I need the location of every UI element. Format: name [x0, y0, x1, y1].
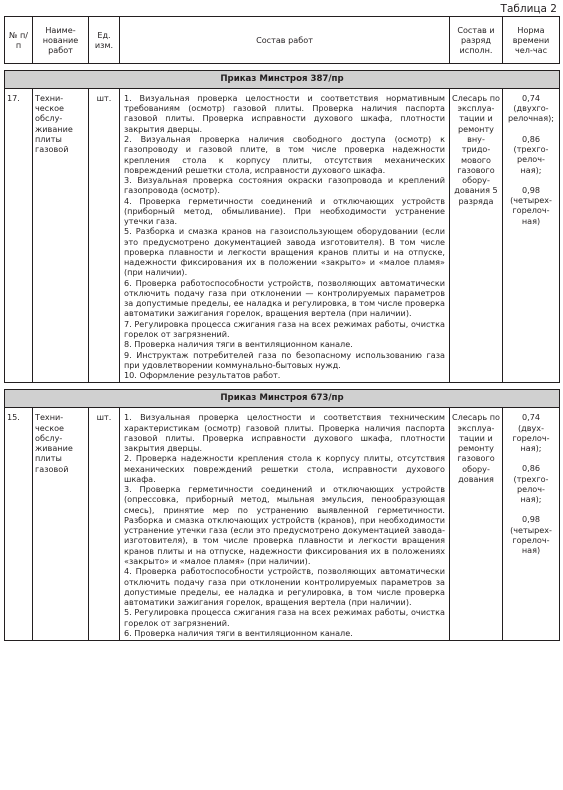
row-works — [120, 408, 450, 641]
norm-note: (трехго- релоч- ная); — [513, 143, 549, 175]
row-unit: шт. — [89, 88, 120, 382]
header-works: Состав работ — [120, 17, 450, 64]
row-unit: шт. — [89, 408, 120, 641]
norm-value: 0,98 — [521, 514, 541, 525]
row-norm — [503, 408, 560, 641]
work-item: 5. Разборка и смазка кранов на газоиспользующем оборудовании (если это предусмотрено документацией завода изготовителя). В том числе проверка плавности и легкости вращения кранов плиты и на отпуске, надежности фиксирования их в положении «закрыто» и «малое пламя» (при наличии). — [124, 226, 445, 278]
work-item: 6. Проверка наличия тяги в вентиляционном канале. — [124, 627, 353, 638]
norm-note: (двух- горелоч- ная); — [512, 422, 550, 454]
row-name: Техни- ческое обслу- живание плиты газовой — [33, 88, 89, 382]
header-name: Наиме- нование работ — [33, 17, 89, 64]
norm-note: (трехго- релоч- ная); — [513, 473, 549, 505]
header-row — [5, 17, 560, 64]
table-row — [5, 408, 560, 641]
header-num: № п/п — [5, 17, 33, 64]
row-num: 15. — [5, 408, 33, 641]
work-item: 1. Визуальная проверка целостности и соответствия нормативным требованиям (осмотр) газовой плиты. Проверка наличия паспорта газовой плиты. Проверка исправности духового шкафа, плотности закрытия дверцы. — [124, 92, 445, 134]
norm-note: (четырех- горелоч- ная) — [510, 524, 552, 556]
row-num: 17. — [5, 88, 33, 382]
norm-value: 0,86 — [521, 133, 541, 144]
norm-value: 0,86 — [521, 463, 541, 474]
work-item: 6. Проверка работоспособности устройств, позволяющих автоматически отключить подачу газа при отклонении — контролируемых параметров за допустимые пределы, ее наладка и регулировка, в том числе проверка автоматики зажигания горелок, вращения вертела (при наличии). — [124, 277, 445, 319]
section-title: Приказ Минстроя 387/пр — [5, 71, 560, 89]
work-item: 10. Оформление результатов работ. — [124, 370, 281, 381]
norm-value: 0,98 — [521, 184, 541, 195]
work-item: 3. Визуальная проверка состояния окраски газопровода и креплений газопровода (осмотр). — [124, 175, 445, 196]
header-norm: Норма времени чел-час — [503, 17, 560, 64]
norm-note: (двухго- релочная); — [507, 103, 555, 124]
work-item: 2. Проверка надежности крепления стола к корпусу плиты, отсутствия механических повреждений решетки стола, исправности духового шкафа. — [124, 453, 445, 484]
work-item: 4. Проверка герметичности соединений и отключающих устройств (приборный метод, обмыливание). При необходимости устранение утечки газа. — [124, 195, 445, 227]
norm-value: 0,74 — [521, 92, 541, 103]
work-item: 3. Проверка герметичности соединений и отключающих устройств (опрессовка, приборный метод, мыльная эмульсия, пенообразующая смесь), принятие мер по устранению выявленной герметичности. Разборка и смазка отключающих устройств (кранов), при необходимости устранение утечки газа (если это предусмотрено документацией завода-изготовителя), в том числе проверка плавности и легкости вращения кранов плиты и на отпуске, надежности фиксирования их в положениях «закрыто» и «малое пламя» (при наличии). — [124, 484, 445, 566]
norm-note: (четырех- горелоч- ная) — [510, 195, 552, 226]
header-unit: Ед. изм. — [89, 17, 120, 64]
row-works — [120, 88, 450, 382]
table-row — [5, 88, 560, 382]
row-norm — [503, 88, 560, 382]
work-item: 7. Регулировка процесса сжигания газа на всех режимах работы, очистка горелок от загрязнений. — [124, 318, 445, 340]
row-performer: Слесарь по эксплуа- тации и ремонту вну- тридо- мового газового обору- дования 5 разряда — [450, 88, 503, 382]
section-header — [5, 71, 560, 89]
norm-value: 0,74 — [521, 412, 541, 423]
work-item: 9. Инструктаж потребителей газа по безопасному использованию газа при удовлетворении коммунально-бытовых нужд. — [124, 349, 445, 370]
work-item: 8. Проверка наличия тяги в вентиляционном канале. — [124, 339, 353, 350]
work-item: 2. Визуальная проверка наличия свободного доступа (осмотр) к газопроводу и газовой плите, в том числе проверка надежности крепления стола к корпусу плиты, отсутствия механических повреждений решетки стола, исправности духового шкафа. — [124, 133, 445, 175]
section-title: Приказ Минстроя 673/пр — [5, 390, 560, 408]
header-performer: Состав и разряд исполн. — [450, 17, 503, 64]
row-name: Техни- ческое обслу- живание плиты газовой — [33, 408, 89, 641]
work-item: 4. Проверка работоспособности устройств, позволяющих автоматически отключить подачу газа при отклонении контролируемых параметров за допустимые пределы, ее наладка и регулировка, в том числе проверка автоматики зажигания горелок, вращения вертела (при наличии). — [124, 566, 445, 608]
section-header — [5, 390, 560, 408]
work-item: 5. Регулировка процесса сжигания газа на всех режимах работы, очистка горелок от загрязнений. — [124, 607, 445, 628]
table-caption: Таблица 2 — [500, 3, 557, 15]
work-item: 1. Визуальная проверка целостности и соответствия техническим характеристикам (осмотр) газовой плиты. Проверка наличия паспорта газовой плиты. Проверка исправности духового шкафа, плотности закрытия дверцы. — [124, 412, 445, 454]
norms-table — [4, 16, 560, 641]
row-performer: Слесарь по эксплуа- тации и ремонту газового обору- дования — [450, 408, 503, 641]
